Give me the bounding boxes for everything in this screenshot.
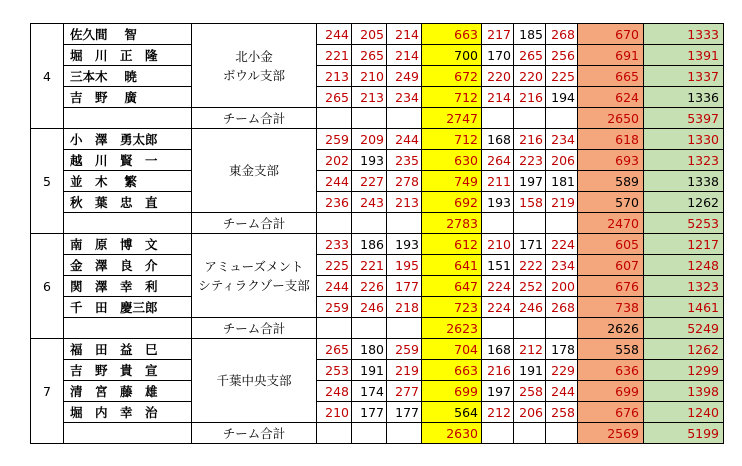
game-score: 277 xyxy=(387,381,422,402)
team-number: 7 xyxy=(31,339,64,444)
game-score: 246 xyxy=(352,297,387,318)
player-row xyxy=(31,45,724,66)
game-score: 256 xyxy=(546,45,578,66)
game-score: 220 xyxy=(514,66,546,87)
team-total-spacer xyxy=(64,423,192,444)
game-score: 264 xyxy=(482,150,514,171)
game-score: 186 xyxy=(352,234,387,255)
grand-total: 1299 xyxy=(644,360,724,381)
empty-cell xyxy=(387,318,422,339)
game-score: 265 xyxy=(317,339,352,360)
player-row xyxy=(31,339,724,360)
second-set-total: 676 xyxy=(578,402,644,423)
first-set-total: 663 xyxy=(422,360,482,381)
player-row xyxy=(31,297,724,318)
first-set-total: 692 xyxy=(422,192,482,213)
game-score: 200 xyxy=(546,276,578,297)
branch-name-line: アミューズメント xyxy=(204,258,304,274)
player-name: 千 田 慶三郎 xyxy=(64,297,192,318)
team-second-set-total: 2650 xyxy=(578,108,644,129)
grand-total: 1323 xyxy=(644,150,724,171)
second-set-total: 665 xyxy=(578,66,644,87)
empty-cell xyxy=(546,423,578,444)
grand-total: 1391 xyxy=(644,45,724,66)
empty-cell xyxy=(482,318,514,339)
game-score: 223 xyxy=(514,150,546,171)
game-score: 212 xyxy=(514,339,546,360)
branch-name-line: 北小金 xyxy=(235,48,273,64)
game-score: 227 xyxy=(352,171,387,192)
empty-cell xyxy=(387,213,422,234)
empty-cell xyxy=(546,318,578,339)
game-score: 214 xyxy=(482,87,514,108)
second-set-total: 691 xyxy=(578,45,644,66)
player-name: 吉 野 廣 xyxy=(64,87,192,108)
game-score: 206 xyxy=(546,150,578,171)
player-name: 福 田 益 巳 xyxy=(64,339,192,360)
game-score: 259 xyxy=(387,339,422,360)
player-name: 堀 川 正 隆 xyxy=(64,45,192,66)
team-grand-total: 5249 xyxy=(644,318,724,339)
player-row xyxy=(31,150,724,171)
empty-cell xyxy=(317,108,352,129)
first-set-total: 612 xyxy=(422,234,482,255)
second-set-total: 589 xyxy=(578,171,644,192)
second-set-total: 607 xyxy=(578,255,644,276)
game-score: 205 xyxy=(352,24,387,45)
empty-cell xyxy=(482,213,514,234)
grand-total: 1461 xyxy=(644,297,724,318)
game-score: 181 xyxy=(546,171,578,192)
game-score: 226 xyxy=(352,276,387,297)
first-set-total: 641 xyxy=(422,255,482,276)
game-score: 177 xyxy=(387,276,422,297)
team-grand-total: 5397 xyxy=(644,108,724,129)
empty-cell xyxy=(352,318,387,339)
game-score: 243 xyxy=(352,192,387,213)
game-score: 268 xyxy=(546,297,578,318)
team-number: 6 xyxy=(31,234,64,339)
game-score: 265 xyxy=(514,45,546,66)
grand-total: 1248 xyxy=(644,255,724,276)
team-total-row xyxy=(31,108,724,129)
empty-cell xyxy=(317,318,352,339)
game-score: 235 xyxy=(387,150,422,171)
branch-name-line: ボウル支部 xyxy=(222,67,286,83)
game-score: 216 xyxy=(482,360,514,381)
branch-name-line: 東金支部 xyxy=(228,163,279,178)
game-score: 221 xyxy=(352,255,387,276)
grand-total: 1323 xyxy=(644,276,724,297)
game-score: 268 xyxy=(546,24,578,45)
player-name: 三本木 暁 xyxy=(64,66,192,87)
game-score: 185 xyxy=(514,24,546,45)
player-name: 小 澤 勇太郎 xyxy=(64,129,192,150)
player-name: 佐久間 智 xyxy=(64,24,192,45)
player-row xyxy=(31,234,724,255)
team-total-spacer xyxy=(64,108,192,129)
game-score: 219 xyxy=(546,192,578,213)
game-score: 197 xyxy=(514,171,546,192)
score-table xyxy=(30,23,724,444)
empty-cell xyxy=(317,423,352,444)
empty-cell xyxy=(514,213,546,234)
first-set-total: 647 xyxy=(422,276,482,297)
grand-total: 1338 xyxy=(644,171,724,192)
game-score: 191 xyxy=(514,360,546,381)
player-name: 関 澤 幸 利 xyxy=(64,276,192,297)
game-score: 177 xyxy=(387,402,422,423)
game-score: 224 xyxy=(482,276,514,297)
game-score: 217 xyxy=(482,24,514,45)
empty-cell xyxy=(317,213,352,234)
empty-cell xyxy=(352,213,387,234)
game-score: 194 xyxy=(546,87,578,108)
second-set-total: 558 xyxy=(578,339,644,360)
game-score: 234 xyxy=(387,87,422,108)
game-score: 278 xyxy=(387,171,422,192)
empty-cell xyxy=(352,108,387,129)
game-score: 244 xyxy=(387,129,422,150)
game-score: 195 xyxy=(387,255,422,276)
team-grand-total: 5199 xyxy=(644,423,724,444)
player-name: 秋 葉 忠 直 xyxy=(64,192,192,213)
first-set-total: 712 xyxy=(422,129,482,150)
empty-cell xyxy=(352,423,387,444)
grand-total: 1398 xyxy=(644,381,724,402)
game-score: 211 xyxy=(482,171,514,192)
player-row xyxy=(31,255,724,276)
player-row xyxy=(31,129,724,150)
empty-cell xyxy=(546,213,578,234)
game-score: 222 xyxy=(514,255,546,276)
game-score: 265 xyxy=(352,45,387,66)
game-score: 213 xyxy=(352,87,387,108)
team-total-row xyxy=(31,423,724,444)
empty-cell xyxy=(387,423,422,444)
player-row xyxy=(31,276,724,297)
first-set-total: 672 xyxy=(422,66,482,87)
game-score: 236 xyxy=(317,192,352,213)
branch-name xyxy=(192,129,317,213)
second-set-total: 699 xyxy=(578,381,644,402)
team-total-label: チーム合計 xyxy=(192,423,317,444)
team-first-set-total: 2783 xyxy=(422,213,482,234)
branch-name xyxy=(192,339,317,423)
game-score: 258 xyxy=(546,402,578,423)
player-row xyxy=(31,360,724,381)
game-score: 193 xyxy=(387,234,422,255)
player-row xyxy=(31,192,724,213)
second-set-total: 605 xyxy=(578,234,644,255)
grand-total: 1217 xyxy=(644,234,724,255)
team-total-row xyxy=(31,213,724,234)
first-set-total: 699 xyxy=(422,381,482,402)
first-set-total: 723 xyxy=(422,297,482,318)
first-set-total: 564 xyxy=(422,402,482,423)
game-score: 168 xyxy=(482,129,514,150)
first-set-total: 712 xyxy=(422,87,482,108)
team-first-set-total: 2623 xyxy=(422,318,482,339)
player-name: 清 宮 藤 雄 xyxy=(64,381,192,402)
team-total-label: チーム合計 xyxy=(192,318,317,339)
game-score: 220 xyxy=(482,66,514,87)
game-score: 219 xyxy=(387,360,422,381)
empty-cell xyxy=(546,108,578,129)
grand-total: 1337 xyxy=(644,66,724,87)
first-set-total: 704 xyxy=(422,339,482,360)
game-score: 252 xyxy=(514,276,546,297)
game-score: 151 xyxy=(482,255,514,276)
team-total-spacer xyxy=(64,213,192,234)
player-row xyxy=(31,171,724,192)
second-set-total: 693 xyxy=(578,150,644,171)
game-score: 212 xyxy=(482,402,514,423)
game-score: 248 xyxy=(317,381,352,402)
game-score: 218 xyxy=(387,297,422,318)
empty-cell xyxy=(482,108,514,129)
game-score: 214 xyxy=(387,45,422,66)
grand-total: 1240 xyxy=(644,402,724,423)
player-name: 金 澤 良 介 xyxy=(64,255,192,276)
game-score: 224 xyxy=(546,234,578,255)
grand-total: 1262 xyxy=(644,192,724,213)
first-set-total: 749 xyxy=(422,171,482,192)
team-number: 5 xyxy=(31,129,64,234)
game-score: 191 xyxy=(352,360,387,381)
first-set-total: 663 xyxy=(422,24,482,45)
player-row xyxy=(31,66,724,87)
empty-cell xyxy=(514,318,546,339)
team-total-label: チーム合計 xyxy=(192,108,317,129)
game-score: 193 xyxy=(482,192,514,213)
game-score: 234 xyxy=(546,255,578,276)
game-score: 210 xyxy=(352,66,387,87)
team-total-spacer xyxy=(64,318,192,339)
game-score: 178 xyxy=(546,339,578,360)
game-score: 244 xyxy=(317,171,352,192)
first-set-total: 630 xyxy=(422,150,482,171)
team-total-row xyxy=(31,318,724,339)
player-name: 堀 内 幸 治 xyxy=(64,402,192,423)
grand-total: 1336 xyxy=(644,87,724,108)
second-set-total: 618 xyxy=(578,129,644,150)
branch-name xyxy=(192,24,317,108)
player-name: 南 原 博 文 xyxy=(64,234,192,255)
branch-name-line: シティラクゾー支部 xyxy=(198,277,310,293)
game-score: 213 xyxy=(317,66,352,87)
game-score: 210 xyxy=(482,234,514,255)
game-score: 171 xyxy=(514,234,546,255)
empty-cell xyxy=(482,423,514,444)
branch-name xyxy=(192,234,317,318)
second-set-total: 738 xyxy=(578,297,644,318)
team-grand-total: 5253 xyxy=(644,213,724,234)
first-set-total: 700 xyxy=(422,45,482,66)
branch-name-line: 千葉中央支部 xyxy=(216,373,292,388)
team-number: 4 xyxy=(31,24,64,129)
player-row xyxy=(31,381,724,402)
game-score: 225 xyxy=(546,66,578,87)
team-first-set-total: 2747 xyxy=(422,108,482,129)
empty-cell xyxy=(514,423,546,444)
team-first-set-total: 2630 xyxy=(422,423,482,444)
player-row xyxy=(31,87,724,108)
second-set-total: 624 xyxy=(578,87,644,108)
game-score: 233 xyxy=(317,234,352,255)
game-score: 221 xyxy=(317,45,352,66)
game-score: 258 xyxy=(514,381,546,402)
second-set-total: 676 xyxy=(578,276,644,297)
game-score: 265 xyxy=(317,87,352,108)
empty-cell xyxy=(387,108,422,129)
team-second-set-total: 2626 xyxy=(578,318,644,339)
game-score: 224 xyxy=(482,297,514,318)
empty-cell xyxy=(514,108,546,129)
game-score: 174 xyxy=(352,381,387,402)
game-score: 209 xyxy=(352,129,387,150)
game-score: 259 xyxy=(317,297,352,318)
player-name: 吉 野 貴 宣 xyxy=(64,360,192,381)
game-score: 216 xyxy=(514,87,546,108)
game-score: 249 xyxy=(387,66,422,87)
team-second-set-total: 2569 xyxy=(578,423,644,444)
game-score: 259 xyxy=(317,129,352,150)
grand-total: 1262 xyxy=(644,339,724,360)
grand-total: 1333 xyxy=(644,24,724,45)
game-score: 202 xyxy=(317,150,352,171)
game-score: 246 xyxy=(514,297,546,318)
team-total-label: チーム合計 xyxy=(192,213,317,234)
team-second-set-total: 2470 xyxy=(578,213,644,234)
game-score: 158 xyxy=(514,192,546,213)
game-score: 168 xyxy=(482,339,514,360)
game-score: 177 xyxy=(352,402,387,423)
game-score: 244 xyxy=(546,381,578,402)
game-score: 253 xyxy=(317,360,352,381)
game-score: 213 xyxy=(387,192,422,213)
game-score: 210 xyxy=(317,402,352,423)
game-score: 244 xyxy=(317,24,352,45)
game-score: 225 xyxy=(317,255,352,276)
second-set-total: 570 xyxy=(578,192,644,213)
game-score: 234 xyxy=(546,129,578,150)
player-name: 越 川 賢 一 xyxy=(64,150,192,171)
game-score: 229 xyxy=(546,360,578,381)
game-score: 206 xyxy=(514,402,546,423)
grand-total: 1330 xyxy=(644,129,724,150)
game-score: 244 xyxy=(317,276,352,297)
game-score: 170 xyxy=(482,45,514,66)
game-score: 216 xyxy=(514,129,546,150)
game-score: 193 xyxy=(352,150,387,171)
second-set-total: 670 xyxy=(578,24,644,45)
player-row xyxy=(31,24,724,45)
game-score: 197 xyxy=(482,381,514,402)
second-set-total: 636 xyxy=(578,360,644,381)
game-score: 214 xyxy=(387,24,422,45)
player-row xyxy=(31,402,724,423)
player-name: 並 木 繁 xyxy=(64,171,192,192)
game-score: 180 xyxy=(352,339,387,360)
